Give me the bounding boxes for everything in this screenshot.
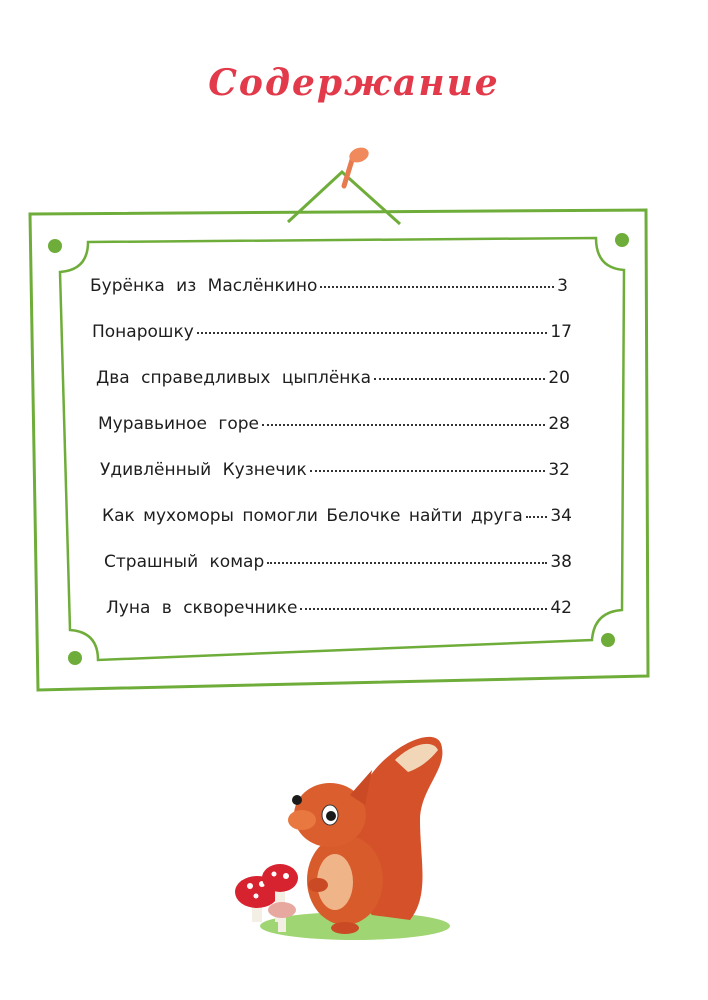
toc-entry-page: 17 xyxy=(550,322,572,342)
toc-entry-title: Удивлённый Кузнечик xyxy=(100,460,307,480)
toc-entry-page: 3 xyxy=(557,276,568,296)
toc-entry-title: Понарошку xyxy=(92,322,194,342)
toc-entry-page: 38 xyxy=(550,552,572,572)
toc-entry-title: Страшный комар xyxy=(104,552,265,572)
page-title: Содержание xyxy=(208,62,500,104)
toc-entry-page: 28 xyxy=(548,414,570,434)
toc-entry-page: 42 xyxy=(550,598,572,618)
toc-entry-page: 32 xyxy=(548,460,570,480)
toc-entry-title: Муравьиное горе xyxy=(98,414,259,434)
toc-entry-page: 20 xyxy=(548,368,570,388)
toc-entry-title: Два справедливых цыплёнка xyxy=(96,368,372,388)
toc-entry-title: Бурёнка из Маслёнкино xyxy=(90,276,318,296)
toc-entry-title: Луна в скворечнике xyxy=(106,598,298,618)
toc-entry-title: Как мухоморы помогли Белочке найти друга xyxy=(102,506,523,526)
toc-entry-page: 34 xyxy=(550,506,572,526)
